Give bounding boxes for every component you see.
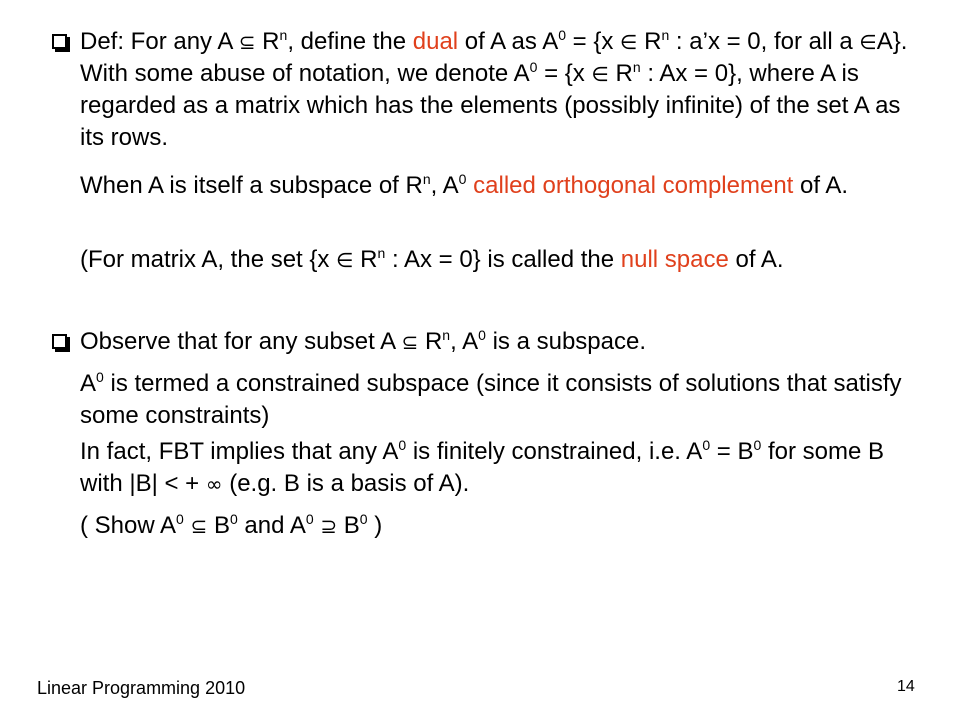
text-run: (For matrix A, the set {x xyxy=(80,246,337,273)
text-run: B xyxy=(337,512,360,539)
highlighted-term: null space xyxy=(620,246,729,273)
superscript: 0 xyxy=(359,511,368,527)
constrained-subspace-text xyxy=(80,368,920,432)
math-symbol: ⊆ xyxy=(238,30,256,54)
superscript: 0 xyxy=(753,437,762,453)
text-run: A}. With some abuse of notation, we denote A xyxy=(80,28,908,87)
text-run: and A xyxy=(237,512,306,539)
null-space-text xyxy=(80,244,920,276)
text-run: , A xyxy=(450,328,479,355)
text-run: = B xyxy=(710,438,754,465)
text-run: , define the xyxy=(287,28,413,55)
superscript: 0 xyxy=(558,27,566,43)
bullet-observation xyxy=(80,326,920,358)
text-run: is a subspace. xyxy=(485,328,646,355)
superscript: 0 xyxy=(478,327,486,343)
text-run: In fact, FBT implies that any A xyxy=(80,438,399,465)
orthogonal-complement-paragraph xyxy=(80,170,920,202)
math-symbol: ⊇ xyxy=(320,514,338,538)
text-run: Observe that for any subset A xyxy=(80,328,402,355)
slide-number: 14 xyxy=(897,678,915,695)
text-run: R xyxy=(637,28,662,55)
text-run: : Ax = 0} is called the xyxy=(385,246,621,273)
text-run: = {x xyxy=(566,28,621,55)
math-symbol: ∞ xyxy=(205,472,223,496)
superscript: 0 xyxy=(458,171,467,187)
text-run: , A xyxy=(430,172,459,199)
text-run: is termed a constrained subspace (since it consists of solutions that satisfy some constraints) xyxy=(80,370,902,429)
text-run: is finitely constrained, i.e. A xyxy=(406,438,703,465)
text-run: of A. xyxy=(793,172,849,199)
null-space-paragraph xyxy=(80,244,920,276)
superscript: 0 xyxy=(229,511,238,527)
text-run: of A. xyxy=(728,246,784,273)
highlighted-term: dual xyxy=(412,28,459,55)
show-paragraph xyxy=(80,510,920,542)
superscript: 0 xyxy=(398,437,407,453)
observation-paragraph xyxy=(80,326,920,358)
superscript: n xyxy=(442,327,451,343)
text-run: : a’x = 0, for all a xyxy=(669,28,860,55)
text-run: A xyxy=(80,370,97,397)
checkbox-bullet-icon xyxy=(52,34,67,49)
text-run: R xyxy=(418,328,443,355)
superscript: 0 xyxy=(305,511,314,527)
highlighted-term: called orthogonal complement xyxy=(473,172,794,199)
superscript: n xyxy=(422,171,431,187)
fbt-text xyxy=(80,436,920,500)
orthogonal-complement-text xyxy=(80,170,920,202)
text-run: (e.g. B is a basis of A). xyxy=(222,470,470,497)
math-symbol: ⊆ xyxy=(401,330,419,354)
text-run: R xyxy=(608,60,633,87)
math-symbol: ∈ xyxy=(336,248,354,272)
text-run: When A is itself a subspace of R xyxy=(80,172,423,199)
text-run: : Ax = 0}, where A is regarded as a matrix which has the elements (possibly infinite) of the set A as its rows. xyxy=(80,60,901,151)
checkbox-bullet-icon xyxy=(52,334,67,349)
math-symbol: ∈ xyxy=(620,30,638,54)
superscript: n xyxy=(279,27,288,43)
text-run: Def: For any A xyxy=(80,28,239,55)
superscript: 0 xyxy=(176,511,184,527)
math-symbol: ∈ xyxy=(859,30,877,54)
text-run: R xyxy=(255,28,280,55)
superscript: 0 xyxy=(702,437,711,453)
superscript: n xyxy=(661,27,670,43)
show-text xyxy=(80,510,920,542)
superscript: n xyxy=(632,59,641,75)
footer-course-title: Linear Programming 2010 xyxy=(37,678,246,698)
math-symbol: ∈ xyxy=(591,62,609,86)
text-run: for some B with |B| < + xyxy=(80,438,884,497)
text-run: of A as A xyxy=(458,28,559,55)
text-run: B xyxy=(207,512,230,539)
text-run xyxy=(184,512,191,539)
superscript: 0 xyxy=(529,59,538,75)
math-symbol: ⊆ xyxy=(190,514,208,538)
superscript: 0 xyxy=(96,369,104,385)
text-run: R xyxy=(353,246,378,273)
constrained-subspace-paragraph xyxy=(80,368,920,432)
superscript: n xyxy=(377,245,386,261)
fbt-paragraph xyxy=(80,436,920,500)
definition-paragraph xyxy=(80,26,920,154)
text-run: = {x xyxy=(537,60,592,87)
bullet-definition xyxy=(80,26,920,154)
text-run: ) xyxy=(367,512,383,539)
text-run: ( Show A xyxy=(80,512,177,539)
